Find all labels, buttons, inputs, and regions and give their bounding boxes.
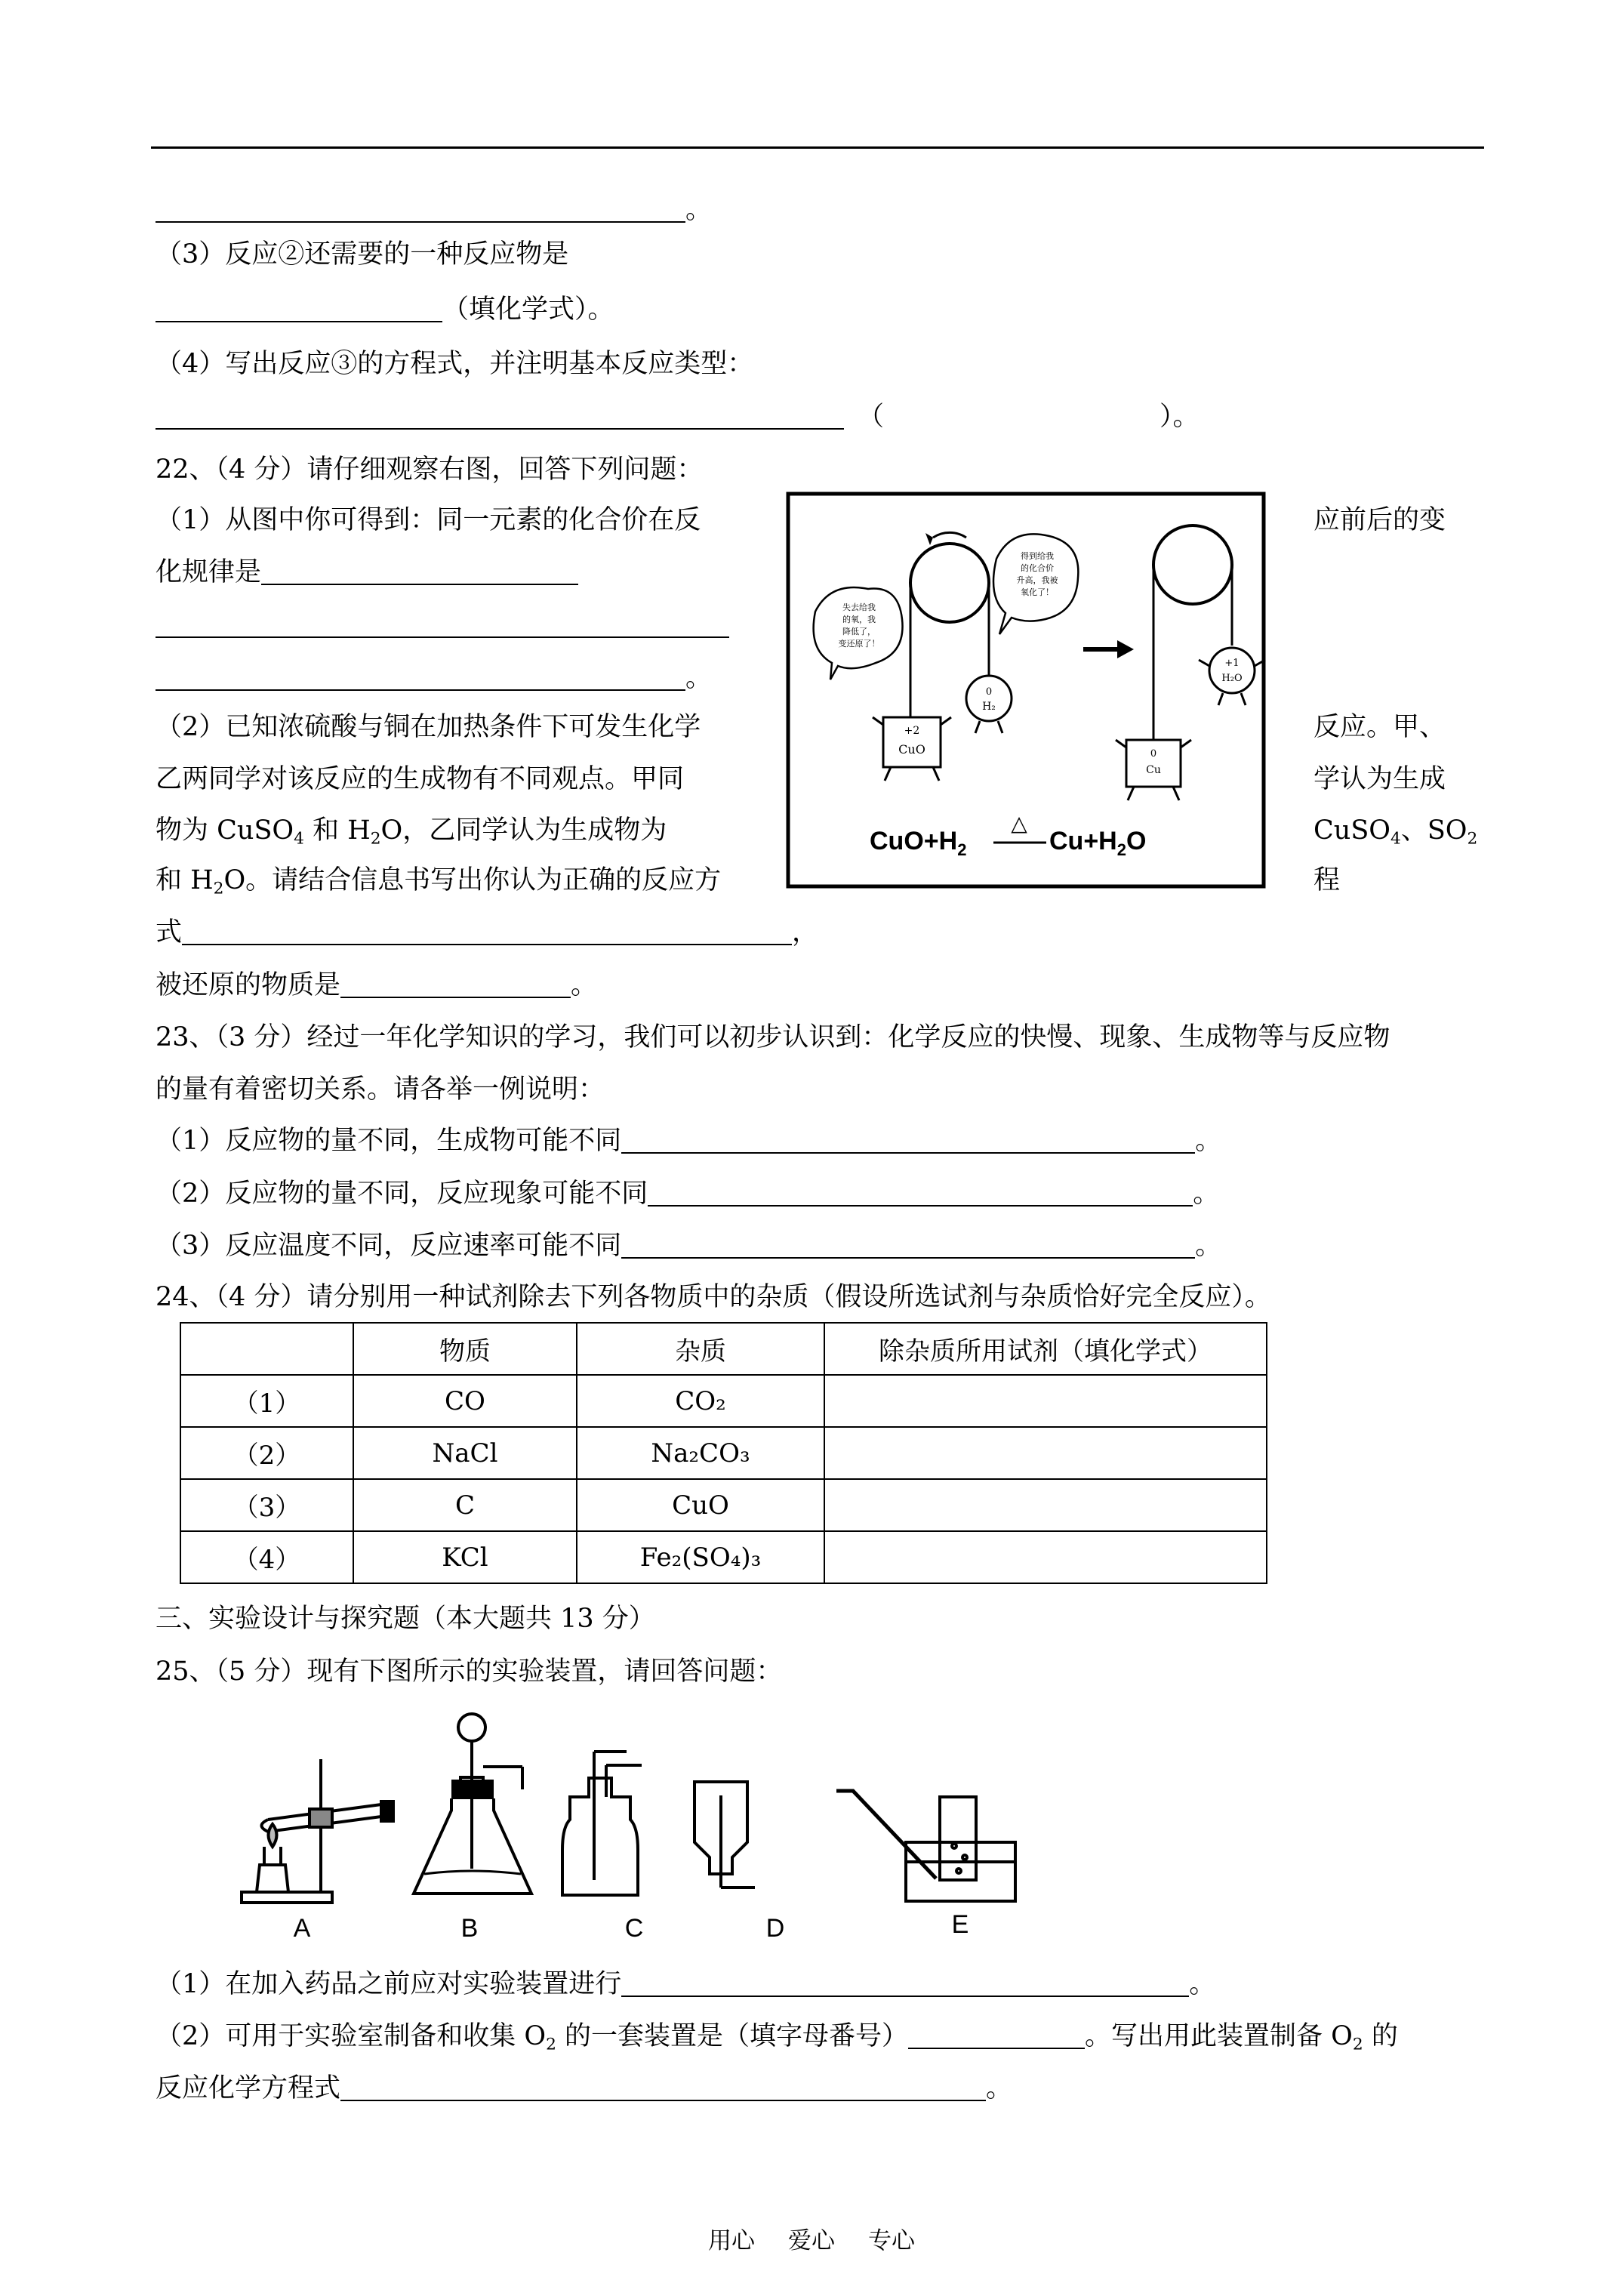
blank-23-3[interactable]: [621, 1230, 1195, 1259]
blank-25-2-set[interactable]: [908, 2020, 1085, 2049]
reagent-cell[interactable]: [824, 1375, 1267, 1427]
q23-1: （1）反应物的量不同，生成物可能不同 。: [156, 1126, 1222, 1156]
q22-1-line2: [156, 607, 729, 643]
svg-text:+2: +2: [904, 725, 920, 737]
blank-21-2[interactable]: [156, 194, 685, 223]
blank-25-1[interactable]: [621, 1968, 1189, 1997]
blank-22-2-equation[interactable]: [182, 917, 792, 945]
svg-text:0: 0: [985, 686, 993, 698]
apparatus-c-icon: [562, 1752, 642, 1895]
cu-character: [1126, 740, 1181, 787]
table-row: （2） NaCl Na₂CO₃: [180, 1427, 1267, 1479]
svg-text:的氧，我: 的氧，我: [842, 615, 876, 624]
q22-2-c: 乙两同学对该反应的生成物有不同观点。甲同: [156, 764, 685, 794]
q22-2-reduced: 被还原的物质是 。: [156, 970, 598, 1000]
q22-2-h: 程: [1313, 865, 1341, 895]
blank-21-3[interactable]: [156, 294, 442, 322]
label-e: E: [951, 1910, 969, 1939]
apparatus-b-icon: [414, 1714, 531, 1894]
table-header-row: 物质 杂质 除杂质所用试剂（填化学式）: [180, 1323, 1267, 1375]
lab-apparatus-figure: [226, 1706, 1072, 1948]
svg-text:失去给我: 失去给我: [842, 603, 876, 612]
label-c: C: [624, 1914, 644, 1943]
q23-a: 23、（3 分）经过一年化学知识的学习，我们可以初步认识到：化学反应的快慢、现象、生成物等与反应物: [156, 1022, 1390, 1052]
blank-25-2-equation[interactable]: [340, 2073, 986, 2101]
figure-22-pulley-cartoon: [785, 491, 1268, 891]
svg-text:H₂: H₂: [982, 701, 996, 713]
reagent-cell[interactable]: [824, 1531, 1267, 1583]
answer-line-21-2: 。: [156, 192, 712, 228]
q24-title: 24、（4 分）请分别用一种试剂除去下列各物质中的杂质（假设所选试剂与杂质恰好完全反应）。: [156, 1282, 1271, 1312]
q22-2-a: （2）已知浓硫酸与铜在加热条件下可发生化学: [156, 712, 701, 742]
equation-left: $CuO+H_2$: [870, 827, 967, 859]
blank-23-2[interactable]: [648, 1178, 1193, 1207]
table-row: （1） CO CO₂: [180, 1375, 1267, 1427]
q22-1-left: （1）从图中你可得到：同一元素的化合价在反: [156, 505, 701, 535]
reagent-cell[interactable]: [824, 1427, 1267, 1479]
q23-2: （2）反应物的量不同，反应现象可能不同 。: [156, 1179, 1220, 1209]
apparatus-e-icon: [836, 1791, 1015, 1901]
q22-1-line3: 。: [156, 660, 712, 696]
h2-character: [966, 676, 1012, 721]
q22-title: 22、（4 分）请仔细观察右图，回答下列问题：: [156, 455, 704, 485]
h2o-character: [1209, 648, 1255, 693]
blank-22-1b[interactable]: [156, 609, 729, 638]
delta-symbol: △: [1011, 811, 1027, 836]
q22-2-b: 反应。甲、: [1313, 712, 1446, 742]
q21-3-answer: （填化学式）。: [156, 291, 614, 328]
q25-2: （2）可用于实验室制备和收集 $O_2$ 的一套装置是（填字母番号） 。写出用此装置制备 $O_2$ 的: [156, 2021, 1398, 2054]
svg-text:CuO: CuO: [898, 742, 925, 757]
blank-22-1c[interactable]: [156, 662, 685, 691]
q25-title: 25、（5 分）现有下图所示的实验装置，请回答问题：: [156, 1657, 783, 1687]
svg-text:降低了，: 降低了，: [842, 627, 876, 636]
svg-text:0: 0: [1150, 748, 1157, 760]
q22-1-rule: 化规律是: [156, 554, 578, 590]
blank-22-2-reduced[interactable]: [340, 969, 571, 998]
equation-right: $Cu+H_2O$: [1049, 827, 1147, 859]
q22-2-equation: 式 ，: [156, 917, 819, 948]
blank-21-4-equation[interactable]: [156, 401, 844, 430]
svg-text:得到给我: 得到给我: [1021, 551, 1054, 561]
blank-22-1a[interactable]: [261, 556, 578, 585]
table-row: （4） KCl Fe₂(SO₄)₃: [180, 1531, 1267, 1583]
table-row: （3） C CuO: [180, 1479, 1267, 1531]
q22-2-f: CuSO$_4$、$SO_2$: [1313, 815, 1478, 849]
q21-4-text: （4）写出反应③的方程式，并注明基本反应类型：: [156, 349, 754, 379]
section-3-title: 三、实验设计与探究题（本大题共 13 分）: [156, 1604, 655, 1634]
label-b: B: [460, 1914, 479, 1943]
svg-text:+1: +1: [1224, 658, 1240, 669]
svg-text:变还原了！: 变还原了！: [838, 639, 880, 649]
label-d: D: [765, 1914, 785, 1943]
page-footer: 用心 爱心 专心: [708, 2227, 915, 2254]
q25-3: 反应化学方程式 。: [156, 2073, 1013, 2103]
q21-4-answer: （ ）。: [156, 399, 1200, 435]
impurity-table: [180, 1322, 1267, 1584]
q21-3-text: （3）反应②还需要的一种反应物是: [156, 239, 569, 270]
q23-3: （3）反应温度不同，反应速率可能不同 。: [156, 1231, 1222, 1261]
q23-b: 的量有着密切关系。请各举一例说明：: [156, 1074, 605, 1105]
svg-text:氧化了！: 氧化了！: [1021, 587, 1054, 597]
header-rule: [151, 146, 1484, 149]
svg-text:H₂O: H₂O: [1221, 673, 1243, 684]
q22-2-d: 学认为生成: [1313, 764, 1446, 794]
label-a: A: [293, 1914, 311, 1943]
svg-text:Cu: Cu: [1146, 764, 1161, 776]
blank-23-1[interactable]: [621, 1125, 1195, 1154]
svg-text:升高，我被: 升高，我被: [1016, 575, 1058, 585]
q25-1: （1）在加入药品之前应对实验装置进行 。: [156, 1969, 1216, 1999]
apparatus-a-icon: [242, 1759, 393, 1903]
apparatus-d-icon: [694, 1782, 755, 1888]
reagent-cell[interactable]: [824, 1479, 1267, 1531]
q22-2-e: 物为 CuSO$_4$ 和 $H_2O$，乙同学认为生成物为: [156, 815, 667, 849]
q22-1-right: 应前后的变: [1313, 505, 1446, 535]
q22-2-g: 和 $H_2O$。请结合信息书写出你认为正确的反应方: [156, 865, 722, 898]
svg-text:的化合价: 的化合价: [1021, 563, 1054, 573]
